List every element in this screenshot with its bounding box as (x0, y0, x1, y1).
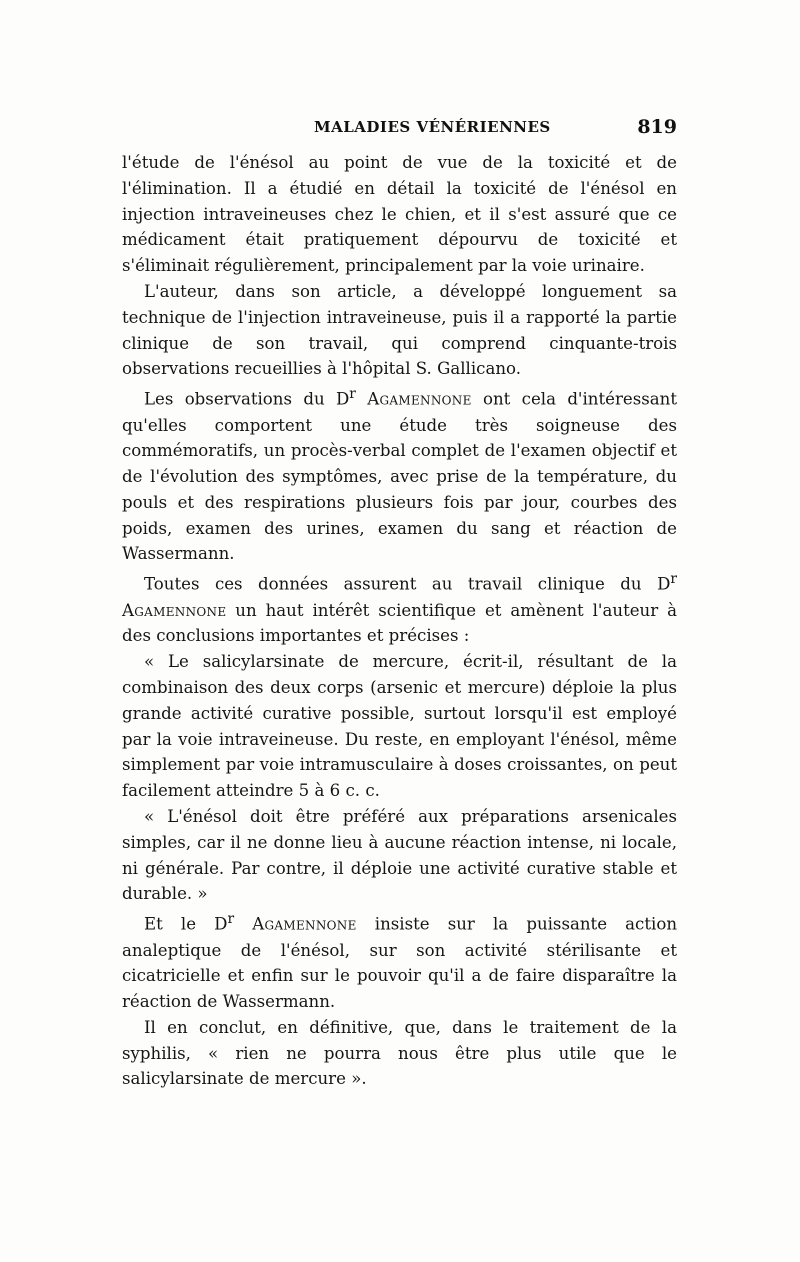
paragraph-text: Et le D (144, 914, 228, 934)
paragraph-text: Les observations du D (144, 389, 350, 409)
title-superscript: r (670, 571, 677, 588)
title-superscript: r (349, 386, 356, 403)
paragraph (122, 567, 677, 649)
page-header (122, 118, 677, 142)
paragraph-text: insiste sur la puissante action analeptique de l'énésol, sur son activité stérilisante et cicatricielle et enfin sur le pouvoir qu'il a de faire disparaître la réaction de Wassermann. (122, 914, 678, 1012)
paragraph-text: ont cela d'intéressant qu'elles comportent une étude très soigneuse des commémoratifs, un procès-verbal complet de l'examen objectif et de l'évolution des symptômes, avec prise de la température, du pouls et des respirations plusieurs fois par jour, courbes des poids, examen des urines, examen du sang et réaction de Wassermann. (122, 389, 678, 564)
author-name: Agamennone (122, 600, 227, 620)
paragraph: L'auteur, dans son article, a développé longuement sa technique de l'injection intraveineuse, puis il a rapporté la partie clinique de son travail, qui comprend cinquante-trois observations recueillies à l'hôpital S. Gallicano. (122, 281, 677, 379)
paragraph: l'étude de l'énésol au point de vue de la toxicité et de l'élimination. Il a étudié en détail la toxicité de l'énésol en injection intraveineuses chez le chien, et il s'est assuré que ce médicament était pratiquement dépourvu de toxicité et s'éliminait régulièrement, principalement par la voie urinaire. (122, 153, 677, 276)
body-text (122, 150, 677, 1092)
paragraph (122, 382, 677, 567)
author-name: Agamennone (252, 914, 357, 934)
page-number: 819 (637, 116, 677, 138)
author-name: Agamennone (367, 389, 472, 409)
quotation: « Le salicylarsinate de mercure, écrit-il, résultant de la combinaison des deux corps (arsenic et mercure) déploie la plus grande activité curative possible, surtout lorsqu'il est employé par la voie intraveineuse. Du reste, en employant l'énésol, même simplement par voie intramusculaire à doses croissantes, on peut facilement atteindre 5 à 6 c. c. (122, 652, 677, 801)
paragraph-text: un haut intérêt scientifique et amènent l'auteur à des conclusions importantes et précises : (122, 600, 677, 646)
running-title: MALADIES VÉNÉRIENNES (314, 118, 551, 136)
paragraph-text: Toutes ces données assurent au travail clinique du D (144, 574, 671, 594)
title-superscript: r (227, 911, 235, 928)
quotation: « L'énésol doit être préféré aux préparations arsenicales simples, car il ne donne lieu à aucune réaction intense, ni locale, ni générale. Par contre, il déploie une activité curative stable et durable. » (122, 806, 677, 904)
paragraph: Il en conclut, en définitive, que, dans le traitement de la syphilis, « rien ne pourra nous être plus utile que le salicylarsinate de mercure ». (122, 1017, 677, 1089)
paragraph (122, 907, 677, 1015)
